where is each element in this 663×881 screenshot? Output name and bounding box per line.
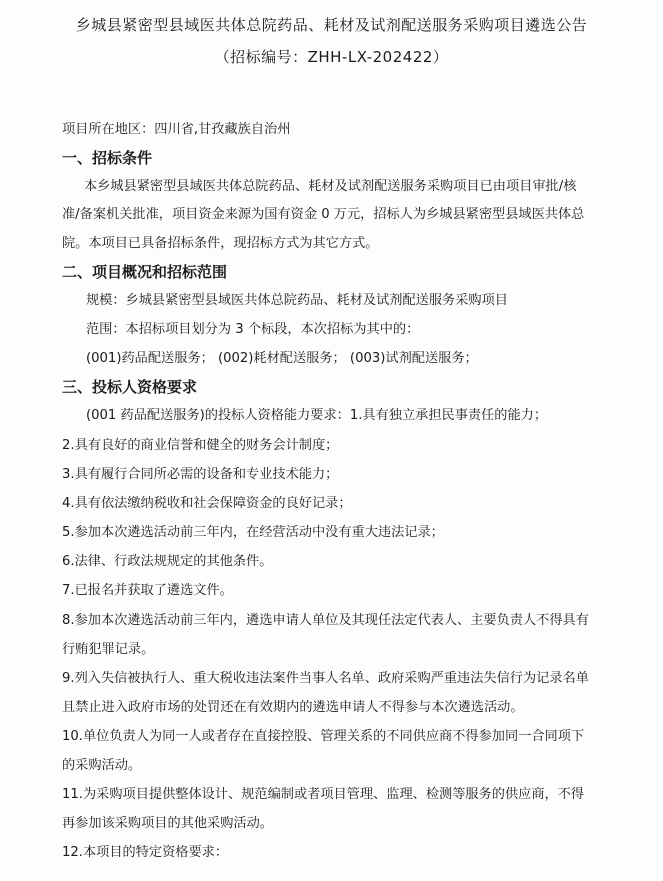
list-item: 6.法律、行政法规规定的其他条件。 [62,554,273,569]
paragraph-line: 院。本项目已具备招标条件，现招标方式为其它方式。 [62,236,379,251]
project-location: 项目所在地区：四川省,甘孜藏族自治州 [62,122,291,137]
tender-number: （招标编号：ZHH-LX-202422） [214,48,449,66]
paragraph-line: 准/备案机关批准，项目资金来源为国有资金 0 万元，招标人为乡城县紧密型县域医共体总 [62,207,585,222]
list-item: 9.列入失信被执行人、重大税收违法案件当事人名单、政府采购严重违法失信行为记录名单 [62,671,589,686]
paragraph-line: 本乡城县紧密型县域医共体总院药品、耗材及试剂配送服务采购项目已由项目审批/核 [84,179,577,194]
list-item: 3.具有履行合同所必需的设备和专业技术能力； [62,467,339,482]
list-item: 8.参加本次遴选活动前三年内，遴选申请人单位及其现任法定代表人、主要负责人不得具有 [62,613,589,628]
section-heading-project-overview: 二、项目概况和招标范围 [62,263,228,281]
paragraph-line: 规模：乡城县紧密型县域医共体总院药品、耗材及试剂配送服务采购项目 [86,293,508,308]
list-item-continuation: 行贿犯罪记录。 [62,642,155,657]
list-item: 5.参加本次遴选活动前三年内，在经营活动中没有重大违法记录； [62,525,444,540]
list-item: 10.单位负责人为同一人或者存在直接控股、管理关系的不同供应商不得参加同一合同项下 [62,729,585,744]
paragraph-line: 范围：本招标项目划分为 3 个标段，本次招标为其中的： [86,322,420,337]
list-item: 4.具有依法缴纳税收和社会保障资金的良好记录； [62,496,352,511]
list-item: 7.已报名并获取了遴选文件。 [62,583,233,598]
list-item: (001 药品配送服务)的投标人资格能力要求：1.具有独立承担民事责任的能力； [86,408,548,423]
paragraph-line: (001)药品配送服务； (002)耗材配送服务； (003)试剂配送服务； [86,351,478,366]
section-heading-bidder-qualifications: 三、投标人资格要求 [62,378,198,396]
section-heading-tender-conditions: 一、招标条件 [62,149,153,167]
list-item: 11.为采购项目提供整体设计、规范编制或者项目管理、监理、检测等服务的供应商，不得 [62,787,585,802]
list-item: 2.具有良好的商业信誉和健全的财务会计制度； [62,438,339,453]
list-item: 12.本项目的特定资格要求： [62,845,229,860]
list-item-continuation: 的采购活动。 [62,758,142,773]
list-item-continuation: 再参加该采购项目的其他采购活动。 [62,816,273,831]
document-title: 乡城县紧密型县域医共体总院药品、耗材及试剂配送服务采购项目遴选公告 [75,16,588,34]
list-item-continuation: 且禁止进入政府市场的处罚还在有效期内的遴选申请人不得参与本次遴选活动。 [62,700,524,715]
